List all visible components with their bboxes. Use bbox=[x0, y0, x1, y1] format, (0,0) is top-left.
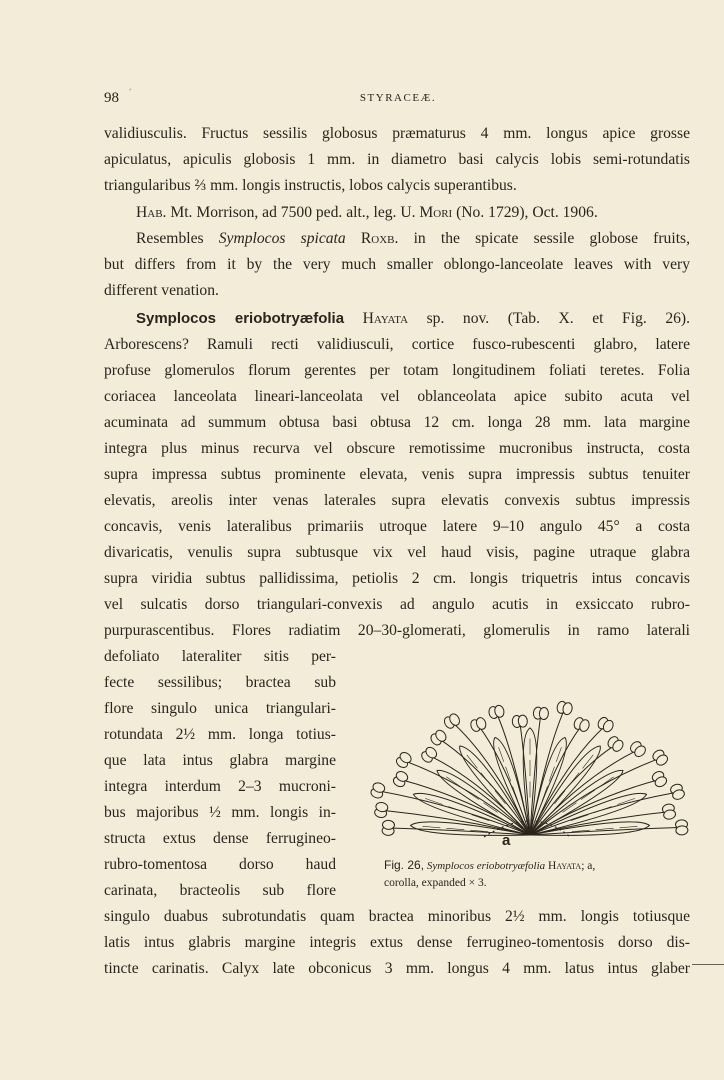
text-line: latis intus glabris margine integris extus dense ferrugineo-tomentosis dorso dis- bbox=[104, 934, 690, 951]
petal-hatch bbox=[472, 815, 489, 821]
text-line: que lata intus glabra margine bbox=[104, 752, 336, 769]
text-line: structa extus dense ferrugineo- bbox=[104, 830, 336, 847]
species-name: Symplocos eriobotryæfolia bbox=[136, 310, 345, 327]
text-line: elevatis, areolis inter venas laterales supra elevatis convexis subtus impressis bbox=[104, 492, 690, 509]
habitat-line bbox=[136, 203, 690, 223]
text-line: fecte sessilibus; bractea sub bbox=[104, 674, 336, 691]
text-line: profuse glomerulos florum gerentes per totam longitudinem foliati teretes. Folia bbox=[104, 362, 690, 379]
text-line: supra impressa subtus prominente elevata, venis supra impressis subtus tenuiter bbox=[104, 466, 690, 483]
stamen-filament bbox=[402, 780, 530, 835]
caption-line-1 bbox=[384, 857, 694, 875]
text-line: supra viridia subtus pallidissima, petiolis 2 cm. longis triquetris intus concavis bbox=[104, 570, 690, 587]
petal-hatch bbox=[422, 826, 440, 827]
pencil-mark: ´ bbox=[128, 86, 132, 100]
text-line: carinata, bracteolis sub flore bbox=[104, 882, 336, 899]
habitat-label: Hab. bbox=[136, 204, 167, 221]
text-line: purpurascentibus. Flores radiatim 20–30-glomerati, glomerulis in ramo laterali bbox=[104, 622, 690, 639]
caption-fig-number: Fig. 26, bbox=[384, 858, 425, 872]
text-line: concavis, venis lateralibus primariis utroque latere 9–10 angulo 45° a costa bbox=[104, 518, 690, 535]
text-line: triangularibus ⅔ mm. longis instructis, lobos calycis superantibus. bbox=[104, 177, 517, 194]
figure-caption bbox=[384, 857, 694, 892]
anther bbox=[382, 820, 395, 830]
text-line: apiculatus, apiculis globosis 1 mm. in diametro basi calycis lobis semi-rotundatis bbox=[104, 151, 690, 168]
caption-species: Symplocos eriobotryæfolia bbox=[426, 860, 546, 872]
petal-hatch bbox=[446, 828, 464, 829]
text-line: defoliato lateraliter sitis per- bbox=[104, 648, 336, 665]
corolla-illustration bbox=[352, 655, 724, 853]
text-line: coriacea lanceolata lineari-lanceolata vel oblanceolata apice subito acuta vel bbox=[104, 388, 690, 405]
habitat-suffix: (No. 1729), Oct. 1906. bbox=[452, 204, 598, 221]
stamen-filament bbox=[530, 780, 658, 835]
text-line: rotundata 2½ mm. longa totius- bbox=[104, 726, 336, 743]
petal-hatch bbox=[571, 815, 588, 821]
species-heading-rest: sp. nov. (Tab. X. et Fig. 26). bbox=[408, 310, 690, 327]
figure-label: a bbox=[502, 832, 511, 849]
compared-species: Symplocos spicata bbox=[218, 230, 346, 247]
collector-name: Mori bbox=[419, 204, 453, 221]
running-head: STYRACEÆ. bbox=[359, 92, 437, 104]
text-line: bus majoribus ½ mm. longis in- bbox=[104, 804, 336, 821]
species-author: Hayata bbox=[362, 310, 409, 327]
habitat-text: Mt. Morrison, ad 7500 ped. alt., leg. U. bbox=[166, 204, 420, 221]
caption-rest: ; a, bbox=[581, 860, 596, 872]
text-line: vel sulcatis dorso triangulari-convexis ad angulo acutis in exsiccato rubro- bbox=[104, 596, 690, 613]
text-line: acuminata ad summum obtusa basi obtusa 12 cm. longa 28 mm. lata margine bbox=[104, 414, 690, 431]
petal-hatch bbox=[620, 826, 638, 827]
text-line: rubro-tomentosa dorso haud bbox=[104, 856, 336, 873]
text-line: different venation. bbox=[104, 282, 219, 299]
text-line: but differs from it by the very much smaller oblongo-lanceolate leaves with very bbox=[104, 256, 690, 273]
anther bbox=[676, 825, 689, 835]
species-heading bbox=[136, 309, 690, 329]
caption-line-2: corolla, expanded × 3. bbox=[384, 877, 487, 889]
page-number: 98 bbox=[104, 90, 119, 106]
anther bbox=[518, 715, 528, 728]
caption-author: Hayata bbox=[548, 860, 582, 872]
resembles-line bbox=[136, 229, 690, 249]
anther bbox=[539, 707, 549, 720]
text-line: integra interdum 2–3 mucroni- bbox=[104, 778, 336, 795]
margin-rule bbox=[692, 964, 724, 965]
text-line: tincte carinatis. Calyx late obconicus 3 mm. longus 4 mm. latus intus glaber bbox=[104, 960, 690, 977]
resembles-text: in the spicate sessile globose fruits, bbox=[398, 230, 690, 247]
text-line: divaricatis, venulis supra subtusque vix vel haud visis, pagine utraque glabra bbox=[104, 544, 690, 561]
resembles-text: Resembles bbox=[136, 230, 219, 247]
text-line: flore singulo unica triangulari- bbox=[104, 700, 336, 717]
text-line: validiusculis. Fructus sessilis globosus præmaturus 4 mm. longus apice grosse bbox=[104, 125, 690, 142]
petal-hatch bbox=[596, 828, 614, 829]
page-header bbox=[104, 90, 692, 110]
compared-author: Roxb. bbox=[345, 230, 399, 247]
text-line: integra plus minus recurva vel obscure remotissime mucronibus instructa, costa bbox=[104, 440, 690, 457]
text-line: singulo duabus subrotundatis quam bractea minoribus 2½ mm. longis totiusque bbox=[104, 908, 690, 925]
text-line: Arborescens? Ramuli recti validiusculi, cortice fusco-rubescenti glabro, latere bbox=[104, 336, 690, 353]
